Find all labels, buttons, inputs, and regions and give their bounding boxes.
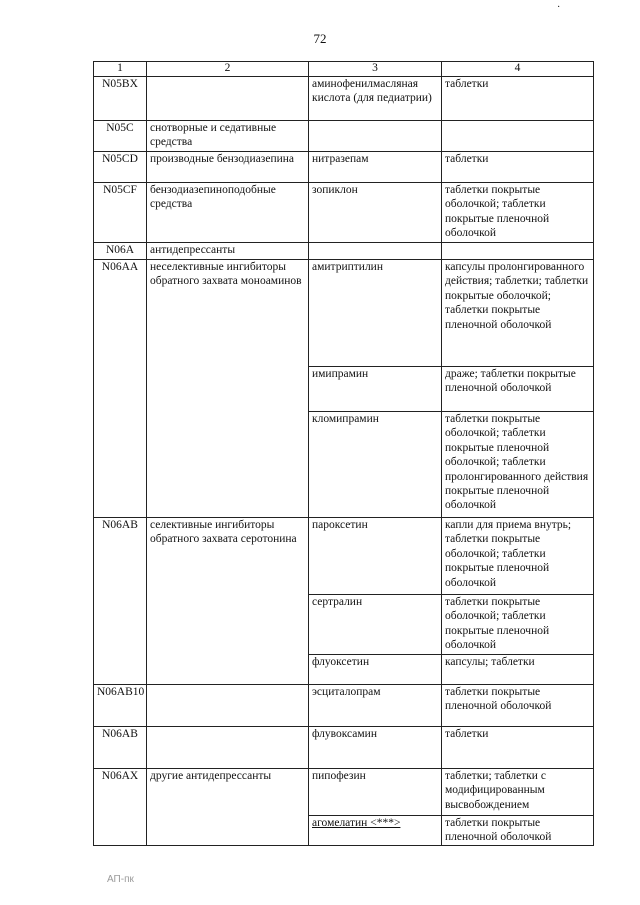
group-name bbox=[147, 727, 309, 769]
atc-code: N06A bbox=[94, 243, 147, 260]
group-name bbox=[147, 685, 309, 727]
dosage-form: таблетки bbox=[442, 727, 594, 769]
corner-mark: · bbox=[557, 2, 561, 13]
drug-name: флуоксетин bbox=[309, 655, 442, 685]
agomelatin-label: агомелатин <***> bbox=[312, 817, 401, 829]
dosage-form: таблетки покрытые пленочной оболочкой bbox=[442, 685, 594, 727]
atc-code: N06AA bbox=[94, 260, 147, 518]
table-row bbox=[94, 685, 594, 727]
drug-name: пароксетин bbox=[309, 518, 442, 595]
group-name: производные бензодиазепина bbox=[147, 152, 309, 183]
dosage-form bbox=[442, 243, 594, 260]
drug-name: флувоксамин bbox=[309, 727, 442, 769]
table-row bbox=[94, 77, 594, 121]
table-row bbox=[94, 243, 594, 260]
dosage-form: таблетки покрытые оболочкой; таблетки покрытые пленочной оболочкой bbox=[442, 183, 594, 243]
dosage-form: таблетки bbox=[442, 77, 594, 121]
drug-name: зопиклон bbox=[309, 183, 442, 243]
table-row bbox=[94, 152, 594, 183]
drug-name: амитриптилин bbox=[309, 260, 442, 367]
group-name: селективные ингибиторы обратного захвата серотонина bbox=[147, 518, 309, 685]
dosage-form: таблетки покрытые оболочкой; таблетки покрытые пленочной оболочкой bbox=[442, 595, 594, 655]
atc-code: N05CF bbox=[94, 183, 147, 243]
table-row bbox=[94, 727, 594, 769]
dosage-form: таблетки bbox=[442, 152, 594, 183]
table-row bbox=[94, 518, 594, 595]
header-col-2: 2 bbox=[147, 62, 309, 77]
header-col-1: 1 bbox=[94, 62, 147, 77]
atc-code: N05CD bbox=[94, 152, 147, 183]
drug-name: имипрамин bbox=[309, 367, 442, 412]
atc-code: N06AB bbox=[94, 727, 147, 769]
group-name: неселективные ингибиторы обратного захвата моноаминов bbox=[147, 260, 309, 518]
drug-name bbox=[309, 243, 442, 260]
atc-code: N06AB bbox=[94, 518, 147, 685]
page-number: 72 bbox=[313, 31, 327, 46]
dosage-form: таблетки покрытые оболочкой; таблетки покрытые пленочной оболочкой; таблетки пролонгированного действия покрытые пленочной оболочкой bbox=[442, 412, 594, 518]
group-name: бензодиазепиноподобные средства bbox=[147, 183, 309, 243]
dosage-form: таблетки покрытые пленочной оболочкой bbox=[442, 816, 594, 846]
drug-name bbox=[309, 121, 442, 152]
drug-name: аминофенилмасляная кислота (для педиатрии) bbox=[309, 77, 442, 121]
table-row bbox=[94, 183, 594, 243]
footer-mark: АП-пк bbox=[107, 874, 134, 885]
drug-name bbox=[309, 816, 442, 846]
drug-name: кломипрамин bbox=[309, 412, 442, 518]
drug-name: эсциталопрам bbox=[309, 685, 442, 727]
group-name: антидепрессанты bbox=[147, 243, 309, 260]
dosage-form: таблетки; таблетки с модифицированным высвобождением bbox=[442, 769, 594, 816]
atc-code: N06AB10 bbox=[94, 685, 147, 727]
atc-code: N05BX bbox=[94, 77, 147, 121]
header-row bbox=[94, 62, 594, 77]
group-name: другие антидепрессанты bbox=[147, 769, 309, 846]
dosage-form: капсулы пролонгированного действия; таблетки; таблетки покрытые оболочкой; таблетки покрытые пленочной оболочкой bbox=[442, 260, 594, 367]
header-col-4: 4 bbox=[442, 62, 594, 77]
table-row bbox=[94, 121, 594, 152]
atc-code: N05C bbox=[94, 121, 147, 152]
drug-name: сертралин bbox=[309, 595, 442, 655]
group-name bbox=[147, 77, 309, 121]
table-row bbox=[94, 769, 594, 816]
drug-name: нитразепам bbox=[309, 152, 442, 183]
table-row bbox=[94, 260, 594, 367]
dosage-form bbox=[442, 121, 594, 152]
group-name: снотворные и седативные средства bbox=[147, 121, 309, 152]
header-col-3: 3 bbox=[309, 62, 442, 77]
dosage-form: драже; таблетки покрытые пленочной оболочкой bbox=[442, 367, 594, 412]
dosage-form: капсулы; таблетки bbox=[442, 655, 594, 685]
atc-code: N06AX bbox=[94, 769, 147, 846]
dosage-form: капли для приема внутрь; таблетки покрытые оболочкой; таблетки покрытые пленочной оболочкой bbox=[442, 518, 594, 595]
drug-table bbox=[93, 61, 594, 846]
drug-name: пипофезин bbox=[309, 769, 442, 816]
